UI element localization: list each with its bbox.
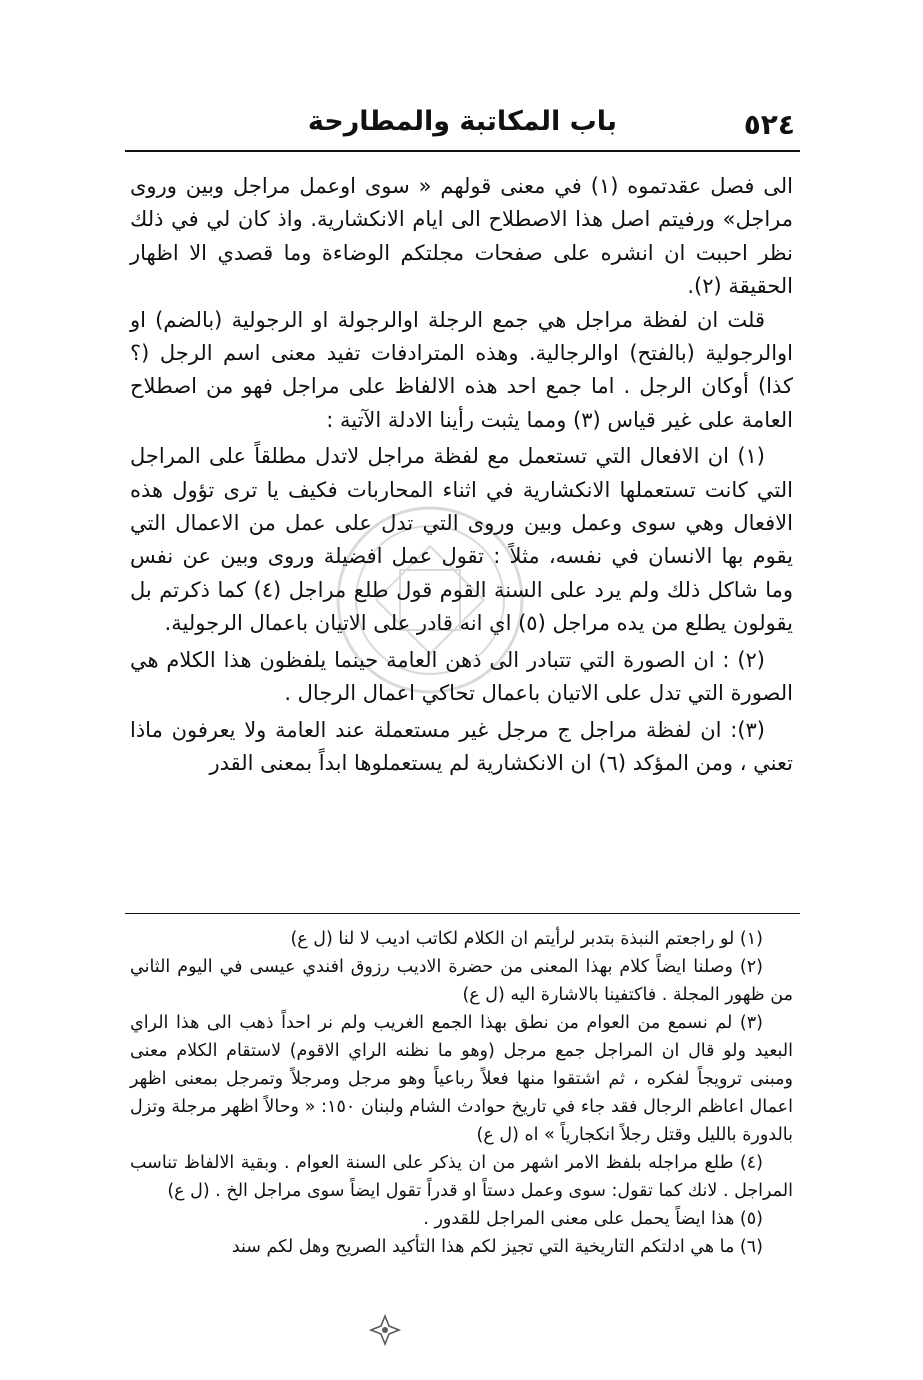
paragraph: الى فصل عقدتموه (١) في معنى قولهم « سوى اوعمل مراجل وبين وروى مراجل» ورفيتم اصل هذا الاصطلاح الى ايام الانكشارية. واذ كان لي في ذلك نظر احببت ان انشره على صفحات مجلتكم الوضاءة وما قصدي الا اظهار الحقيقة (٢).	[130, 174, 793, 299]
footnote: (٢) وصلنا ايضاً كلام بهذا المعنى من حضرة الاديب رزوق افندي عيسى في اليوم الثاني من ظهور المجلة . فاكتفينا بالاشارة اليه (ل ع)	[130, 957, 793, 1005]
paragraph: (٣): ان لفظة مراجل ج مرجل غير مستعملة عند العامة ولا يعرفون ماذا تعني ، ومن المؤكد (٦) ان الانكشارية لم يستعملوها ابداً بمعنى القدر	[130, 717, 793, 775]
page-number: ٥٢٤	[743, 108, 795, 141]
footnotes	[130, 925, 793, 1261]
footnote: (١) لو راجعتم النبذة بتدبر لرأيتم ان الكلام لكاتب اديب لا لنا (ل ع)	[290, 929, 763, 949]
running-title: باب المكاتبة والمطارحة	[307, 106, 618, 137]
page-header	[130, 100, 795, 144]
footnote: (٤) طلع مراجله بلفظ الامر اشهر من ان يذكر على السنة العوام . وبقية الالفاظ تناسب المراجل . لانك كما تقول: سوى وعمل دستاً او قدراً تقول ايضاً سوى مراجل الخ . (ل ع)	[130, 1153, 793, 1201]
paragraph: (٢) : ان الصورة التي تتبادر الى ذهن العامة حينما يلفظون هذا الكلام هي الصورة التي تدل على الاتيان باعمال تحاكي اعمال الرجال .	[130, 647, 793, 706]
footnote: (٦) ما هي ادلتكم التاريخية التي تجيز لكم هذا التأكيد الصريح وهل لكم سند	[231, 1237, 763, 1257]
footnote: (٣) لم نسمع من العوام من نطق بهذا الجمع الغريب ولم نر احداً ذهب الى هذا الراي البعيد ولو قال ان المراجل جمع مرجل (وهو ما نظنه الراي الاقوم) لاستقام الكلام معنى ومبنى ترويجاً لفكره ، ثم اشتقوا منها فعلاً رباعياً وهو مرجل ومرجلاً وتمرجل بمعنى اظهر اعمال اعاظم الرجال فقد جاء في تاريخ حوادث الشام ولبنان ١٥٠: « وحالاً اظهر مرجلة وتزل بالدورة بالليل وقتل رجلاً انكجارياً » اه (ل ع)	[130, 1013, 793, 1145]
paragraph: قلت ان لفظة مراجل هي جمع الرجلة اوالرجولة او الرجولية (بالضم) او اوالرجولية (بالفتح) اوالرجالية. وهذه المترادفات تفيد معنى اسم الرجل (؟كذا) أوكان الرجل . اما جمع احد هذه الالفاظ على مراجل فهو من اصطلاح العامة على غير قياس (٣) ومما يثبت رأينا الادلة الآتية :	[130, 307, 793, 432]
footnote: (٥) هذا ايضاً يحمل على معنى المراجل للقدور .	[423, 1209, 763, 1229]
main-text	[130, 170, 793, 780]
footnote-separator	[125, 913, 800, 914]
paragraph: (١) ان الافعال التي تستعمل مع لفظة مراجل لاتدل مطلقاً على المراجل التي كانت تستعملها الانكشارية في اثناء المحاربات فكيف يا ترى تؤول هذه الافعال وهي سوى وعمل وبين وروى التي تدل على عمل من الاعمال التي يقوم بها الانسان في نفسه، مثلاً : تقول عمل افضيلة وروى وبين عن نفس وما شاكل ذلك ولم يرد على السنة القوم قول طلع مراجل (٤) كما ذكرتم بل يقولون يطلع من يده مراجل (٥) اي انه قادر على الاتيان باعمال الرجولية.	[130, 444, 793, 636]
header-rule	[125, 150, 800, 152]
ornament-icon	[367, 1312, 403, 1348]
